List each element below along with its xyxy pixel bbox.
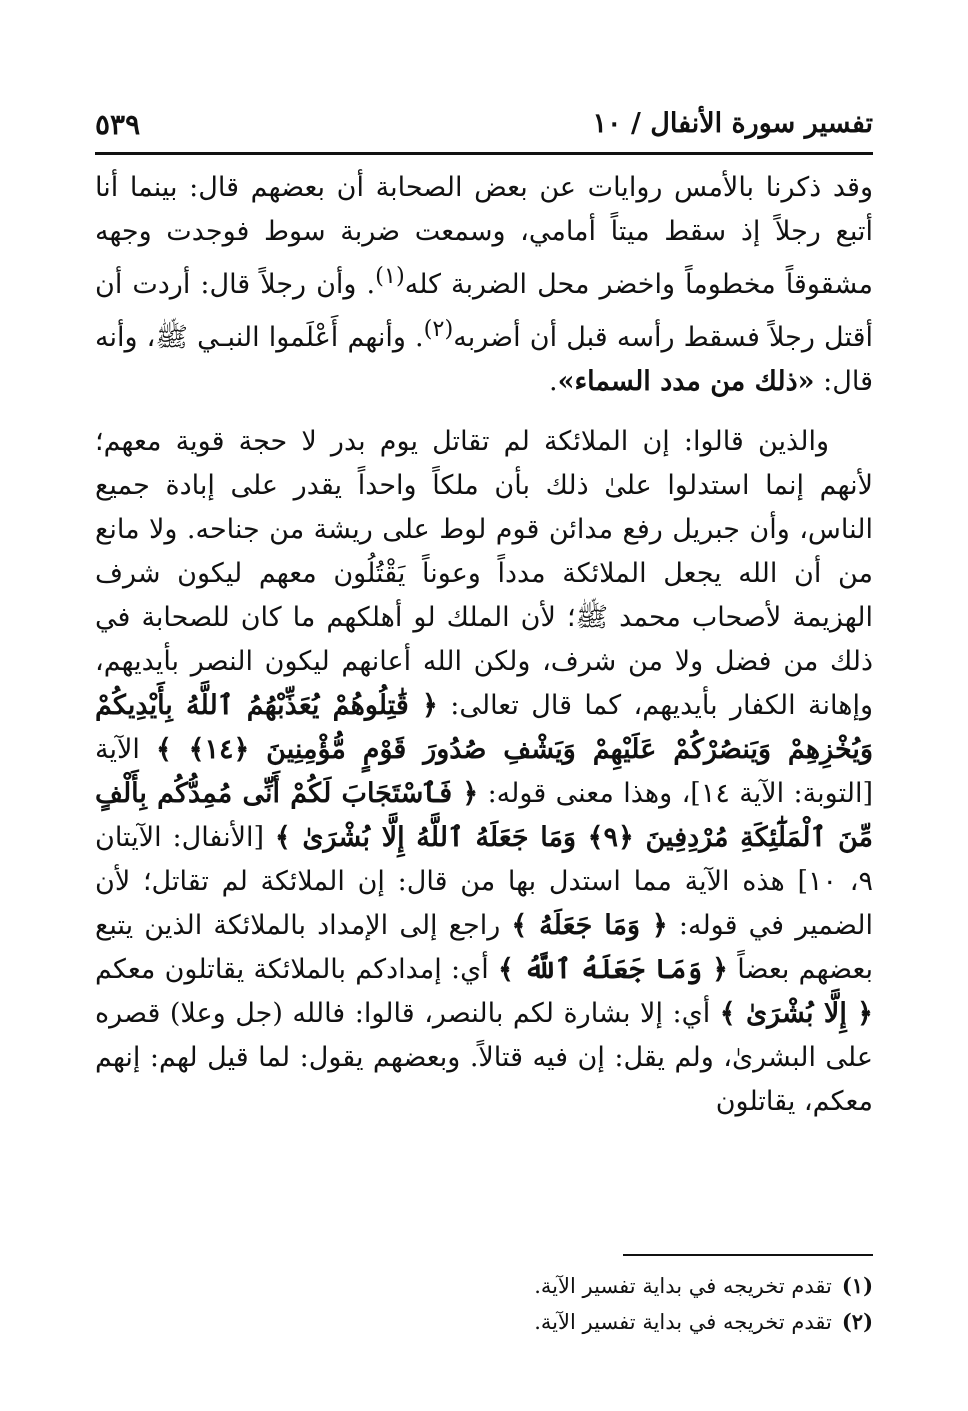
footnote-2-text: تقدم تخريجه في بداية تفسير الآية. bbox=[534, 1310, 832, 1334]
footnote-1-text: تقدم تخريجه في بداية تفسير الآية. bbox=[534, 1274, 832, 1298]
page-header bbox=[95, 108, 873, 152]
hadith-quote: «ذلك من مدد السماء» bbox=[557, 366, 815, 397]
header-rule bbox=[95, 152, 873, 155]
quran-verse-2: ﴿ فَٱسْتَجَابَ لَكُمْ أَنِّى مُمِدُّكُم بِأَلْفٍ مِّنَ ٱلْمَلَٰٓئِكَةِ مُرْدِفِينَ ﴿٩﴾ وَمَا جَعَلَهُ ٱللَّهُ إِلَّا بُشْرَىٰ ﴾ bbox=[95, 778, 873, 853]
quran-verse-1: ﴿ قَٰتِلُوهُمْ يُعَذِّبْهُمُ ٱللَّهُ بِأَيْدِيكُمْ وَيُخْزِهِمْ وَيَنصُرْكُمْ عَلَيْهِمْ وَيَشْفِ صُدُورَ قَوْمٍ مُّؤْمِنِينَ ﴿١٤﴾ ﴾ bbox=[95, 690, 873, 765]
footnote-ref-1: (١) bbox=[375, 263, 405, 289]
paragraph-2-part-c: [الأنفال: الآيتان ٩، ١٠] هذه الآية مما استدل بها من قال: إن الملائكة لم تقاتل؛ لأن الضمير في قوله: bbox=[95, 822, 873, 941]
footnote-1 bbox=[95, 1268, 873, 1304]
footnote-ref-2: (٢) bbox=[423, 316, 454, 342]
paragraph-2-part-d: راجع إلى الإمداد بالملائكة الذين يتبع بعضهم بعضاً bbox=[95, 910, 873, 985]
page-number: ٥٣٩ bbox=[95, 108, 141, 141]
quran-verse-4: ﴿ وَمَا جَعَلَهُ ٱللَّهُ ﴾ bbox=[497, 954, 728, 985]
footnote-2-number: (٢) bbox=[841, 1309, 873, 1334]
paragraph-1-part-a: وقد ذكرنا بالأمس روايات عن بعض الصحابة أن بعضهم قال: بينما أنا أتبع رجلاً إذ سقط ميتاً أمامي، وسمعت ضربة سوط فوجدت وجهه مشقوقاً مخطوماً واخضر محل الضربة كله bbox=[95, 172, 873, 300]
paragraph-1-part-b: . وأن رجلاً قال: أردت أن أقتل رجلاً فسقط رأسه قبل أن أضربه bbox=[95, 269, 874, 353]
footnote-2 bbox=[95, 1304, 873, 1340]
paragraph-2 bbox=[95, 420, 873, 1124]
paragraph-1-part-c: . وأنهم أَعْلَموا النبـي ﷺ، وأنه قال: bbox=[95, 322, 873, 397]
main-text bbox=[95, 166, 873, 1124]
paragraph-1 bbox=[95, 166, 873, 404]
paragraph-2-part-f: أي: إلا بشارة لكم بالنصر، قالوا: فالله (جل وعلا) قصره على البشرىٰ، ولم يقل: إن فيه قتالاً. وبعضهم يقول: لما قيل لهم: إنهم معكم، يقاتلون bbox=[95, 998, 873, 1117]
running-head: تفسير سورة الأنفال / ١٠ bbox=[592, 108, 873, 139]
footnote-1-number: (١) bbox=[841, 1273, 873, 1298]
footnotes bbox=[95, 1268, 873, 1340]
paragraph-2-part-a: والذين قالوا: إن الملائكة لم تقاتل يوم بدر لا حجة قوية معهم؛ لأنهم إنما استدلوا علىٰ ذلك بأن ملكاً واحداً يقدر على إبادة جميع الناس، وأن جبريل رفع مدائن قوم لوط على ريشة من جناحه. ولا مانع من أن الله يجعل الملائكة مدداً وعوناً يَقْتُلُون معهم ليكون شرف الهزيمة لأصحاب محمد ﷺ؛ لأن الملك لو أهلكهم ما كان للصحابة في ذلك من فضل ولا من شرف، ولكن الله أعانهم ليكون النصر بأيديهم، وإهانة الكفار بأيديهم، كما قال تعالى: bbox=[95, 426, 873, 721]
paragraph-2-part-e: أي: إمدادكم بالملائكة يقاتلون معكم bbox=[95, 954, 498, 985]
quran-verse-3: ﴿ وَمَا جَعَلَهُ ﴾ bbox=[511, 910, 668, 941]
quran-verse-5: ﴿ إِلَّا بُشْرَىٰ ﴾ bbox=[719, 998, 873, 1029]
paragraph-1-end: . bbox=[548, 366, 558, 397]
footnote-rule bbox=[623, 1254, 873, 1256]
paragraph-2-part-b: الآية [التوبة: الآية ١٤]، وهذا معنى قوله: bbox=[95, 734, 874, 809]
